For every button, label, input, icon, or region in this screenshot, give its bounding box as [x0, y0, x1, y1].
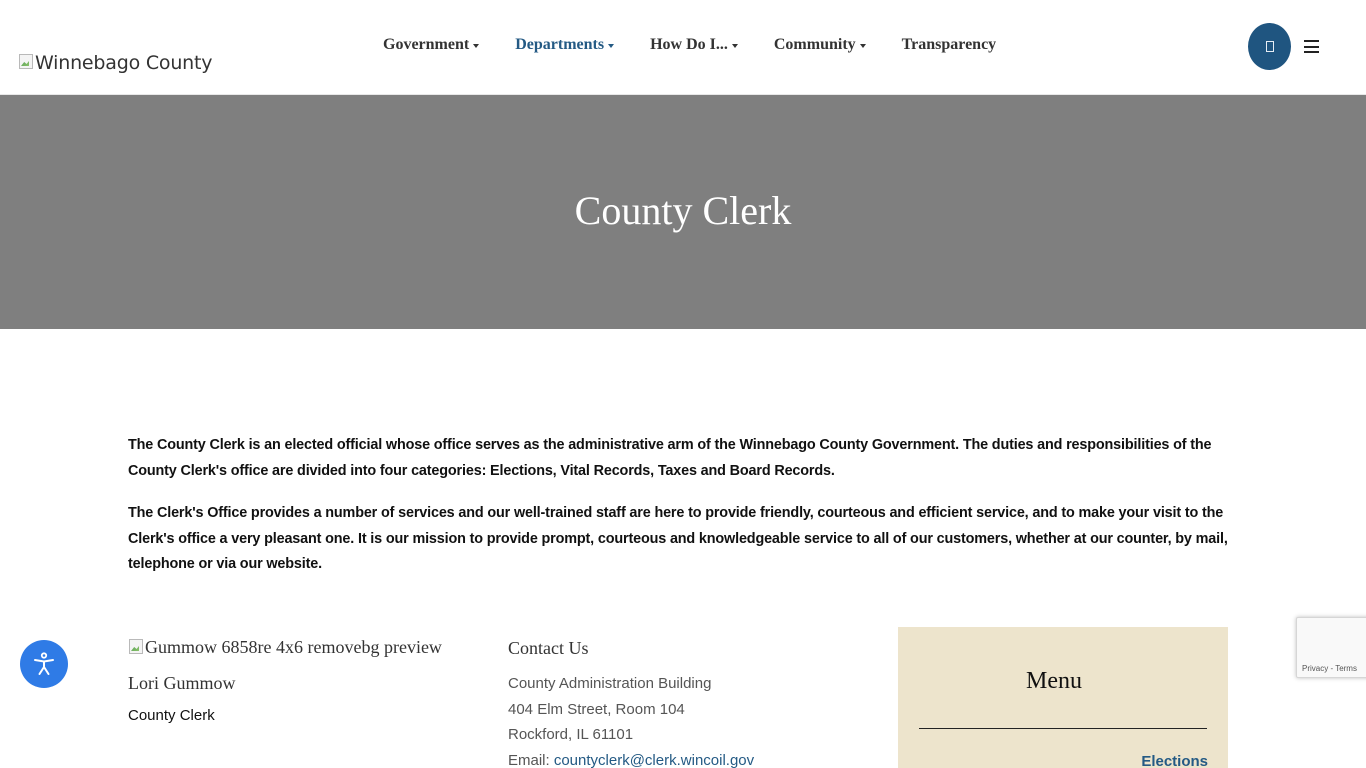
broken-image-icon	[128, 638, 144, 654]
page-hero	[0, 95, 1366, 329]
contact-info	[508, 638, 868, 768]
page-title: County Clerk	[574, 188, 792, 233]
logo-alt-text: Winnebago County	[35, 52, 213, 74]
nav-label: Transparency	[901, 36, 997, 53]
hamburger-icon-bar	[1304, 46, 1319, 48]
search-icon	[1266, 41, 1274, 52]
accessibility-icon	[30, 650, 58, 678]
nav-item-community[interactable]	[774, 36, 866, 54]
side-menu-title: Menu	[1026, 668, 1082, 694]
email-link[interactable]: countyclerk@clerk.wincoil.gov	[553, 751, 755, 768]
main-content	[128, 433, 1240, 595]
recaptcha-badge[interactable]	[1296, 617, 1366, 678]
clerk-profile	[128, 637, 468, 724]
nav-label: Government	[383, 36, 470, 53]
site-header	[0, 0, 1366, 95]
side-menu-item-elections[interactable]: Elections	[1141, 753, 1208, 768]
nav-label: Departments	[515, 36, 605, 53]
clerk-photo	[128, 637, 468, 658]
nav-label: Community	[773, 36, 856, 53]
divider	[919, 728, 1207, 729]
caret-down-icon	[608, 44, 614, 48]
side-menu	[898, 627, 1228, 768]
services-paragraph: The Clerk's Office provides a number of services and our well-trained staff are here to provide friendly, courteous and efficient service, and to make your visit to the Clerk's office a very pleasant one. It is our mission to provide prompt, courteous and knowledgeable service to all of our customers, whether at our counter, by mail, telephone or via our website.	[128, 505, 1228, 572]
contact-city: Rockford, IL 61101	[508, 726, 634, 743]
caret-down-icon	[473, 44, 479, 48]
nav-item-transparency[interactable]	[902, 36, 997, 54]
caret-down-icon	[860, 44, 866, 48]
contact-email-line	[508, 748, 868, 768]
hamburger-icon-bar	[1304, 40, 1319, 42]
main-nav	[383, 36, 1032, 54]
hamburger-menu-button[interactable]	[1304, 40, 1319, 53]
email-label: Email:	[508, 751, 554, 768]
clerk-photo-alt-text: Gummow 6858re 4x6 removebg preview	[145, 637, 442, 657]
nav-item-how-do-i[interactable]	[650, 36, 738, 54]
contact-street: 404 Elm Street, Room 104	[508, 700, 685, 718]
clerk-title: County Clerk	[128, 707, 215, 724]
intro-paragraph: The County Clerk is an elected official whose office serves as the administrative arm of the Winnebago County Government. The duties and responsibilities of the County Clerk's office are divided into four categories: Elections, Vital Records, Taxes and Board Records.	[128, 437, 1212, 479]
clerk-name: Lori Gummow	[128, 673, 236, 693]
contact-building: County Administration Building	[508, 675, 712, 692]
contact-heading: Contact Us	[508, 638, 589, 658]
accessibility-button[interactable]	[20, 640, 68, 688]
hamburger-icon-bar	[1304, 51, 1319, 53]
broken-image-icon	[18, 53, 34, 69]
site-logo[interactable]	[18, 52, 212, 74]
nav-item-government[interactable]	[383, 36, 479, 54]
search-button[interactable]	[1248, 23, 1291, 70]
recaptcha-links[interactable]: Privacy - Terms	[1302, 664, 1357, 673]
nav-label: How Do I...	[650, 36, 728, 53]
caret-down-icon	[732, 44, 738, 48]
nav-item-departments[interactable]	[515, 36, 614, 54]
